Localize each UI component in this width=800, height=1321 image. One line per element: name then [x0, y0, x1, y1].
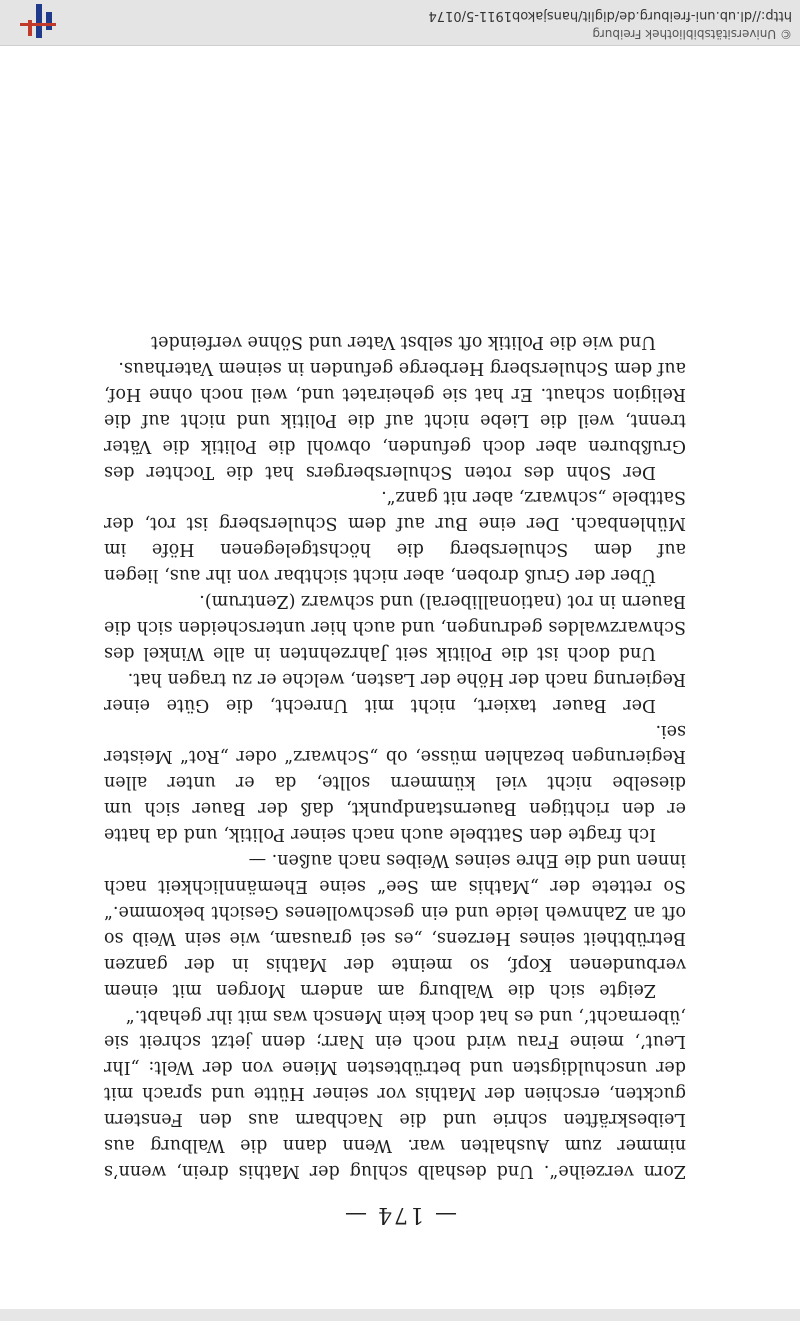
ub-freiburg-logo-icon — [20, 4, 56, 40]
paragraph: Ich fragte den Sattbele auch nach seiner Politik, und da hatte er den richtigen Bauernstandpunkt, daß der Bauer sich um dieselbe nicht viel kümmern sollte, da er unter allen Regierungen bezahlen müsse, ob „Schwarz“ oder „Rot“ Meister sei. — [104, 720, 686, 845]
paragraph: Zeigte sich die Walburg am andern Morgen mit einem verbundenen Kopf, so meinte der Mathis in der ganzen Betrübtheit seines Herzens, „es sei grausam, wie sein Weib so oft an Zahnweh leide und ein geschwollenes Gesicht bekomme.“ So rettete der „Mathis am See“ seine Ehemännlichkeit nach innen und die Ehre seines Weibes nach außen. — — [104, 850, 686, 1000]
permalink-url[interactable]: http://dl.ub.uni-freiburg.de/diglit/hansjakob1911-5/0174 — [428, 8, 792, 23]
paragraph: Der Sohn des roten Schulersbergers hat die Tochter des Grußburen aber doch gefunden, obwohl die Politik die Väter trennt, weil die Liebe nicht auf die Politik und nicht auf die Religion schaut. Er hat sie geheiratet und, weil noch ohne Hof, auf dem Schulersberg Herberge gefunden in seinem Vaterhaus. — [104, 357, 686, 482]
paragraph: Der Bauer taxiert, nicht mit Unrecht, die Güte einer Regierung nach der Höhe der Lasten, welche er zu tragen hat. — [104, 668, 686, 715]
paragraph: Über der Gruß droben, aber nicht sichtbar von ihr aus, liegen auf dem Schulersberg die höchstgelegenen Höfe im Mühlenbach. Der eine Bur auf dem Schulersberg ist rot, der Sattbele „schwarz, aber nit ganz“. — [104, 487, 686, 586]
paragraph: Und wie die Politik oft selbst Vater und Söhne verfeindet — [151, 332, 656, 352]
viewer-top-strip — [0, 1309, 800, 1321]
copyright-text: © Universitätsbibliothek Freiburg — [592, 27, 792, 41]
library-footer — [0, 0, 800, 46]
paragraph: Und doch ist die Politik seit Jahrzehnten in alle Winkel des Schwarzwaldes gedrungen, und auch hier unterscheiden sich die Bauern in rot (nationalliberal) und schwarz (Zentrum). — [104, 591, 686, 663]
body-text — [104, 328, 686, 1183]
page-number: — 174 — — [343, 1202, 457, 1227]
paragraph: Zorn verzeihe“. Und deshalb schlug der Mathis drein, wenn’s nimmer zum Aushalten war. Wenn dann die Walburg aus Leibeskräften schrie und die Nachbarn aus den Fenstern guckten, erschien der Mathis vor seiner Hütte und sprach mit der unschuldigsten und betrübtesten Miene von der Welt: „Ihr Leut’, meine Frau wird noch ein Narr; denn jetzt schreit sie ‚übernacht‘, und es hat doch kein Mensch was mit ihr gehabt.“ — [104, 1005, 686, 1181]
